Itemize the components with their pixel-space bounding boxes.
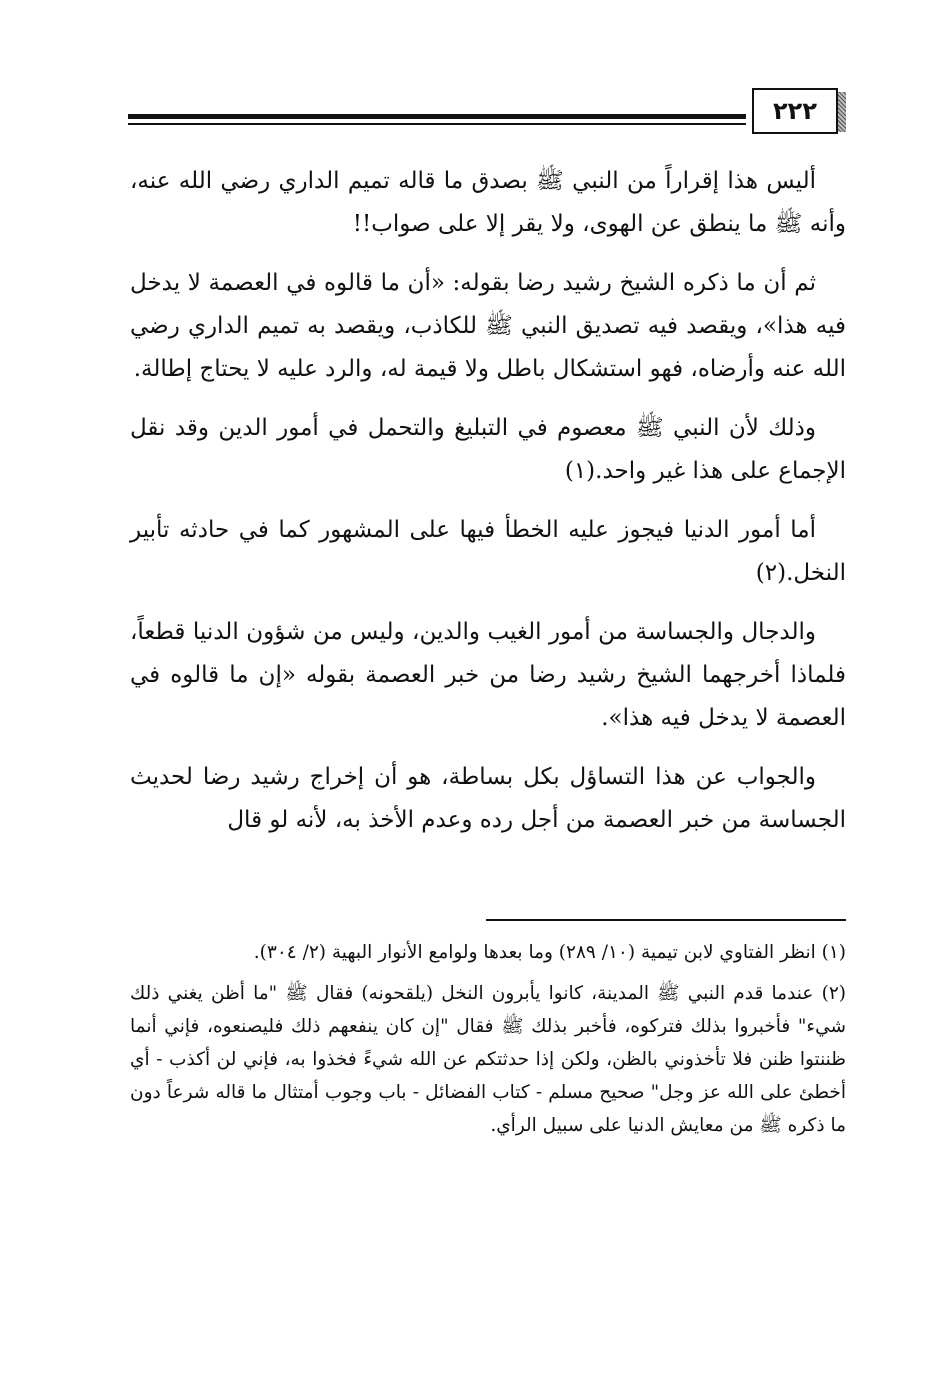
- paragraph: وذلك لأن النبي ﷺ معصوم في التبليغ والتحمل في أمور الدين وقد نقل الإجماع على هذا غير واحد.(١): [130, 415, 846, 484]
- footnote: (١) انظر الفتاوي لابن تيمية (١٠/ ٢٨٩) وما بعدها ولوامع الأنوار البهية (٢/ ٣٠٤).: [253, 942, 846, 963]
- page-number: ٢٢٢: [752, 88, 838, 134]
- header-rule-thin: [128, 123, 746, 125]
- footnotes: [130, 936, 846, 1150]
- paragraph: أليس هذا إقراراً من النبي ﷺ بصدق ما قاله تميم الداري رضي الله عنه، وأنه ﷺ ما ينطق عن الهوى، ولا يقر إلا على صواب!!: [130, 168, 846, 237]
- paragraph: والجواب عن هذا التساؤل بكل بساطة، هو أن إخراج رشيد رضا لحديث الجساسة من خبر العصمة من أجل رده وعدم الأخذ به، لأنه لو قال: [130, 764, 846, 833]
- page-header: [128, 88, 846, 132]
- paragraph: ثم أن ما ذكره الشيخ رشيد رضا بقوله: «أن ما قالوه في العصمة لا يدخل فيه هذا»، ويقصد فيه تصديق النبي ﷺ للكاذب، ويقصد به تميم الداري رضي الله عنه وأرضاه، فهو استشكال باطل ولا قيمة له، والرد عليه لا يحتاج إطالة.: [130, 270, 846, 382]
- paragraph: أما أمور الدنيا فيجوز عليه الخطأ فيها على المشهور كما في حادثه تأبير النخل.(٢): [130, 517, 846, 586]
- main-text: [130, 160, 846, 842]
- footnote-divider: [486, 919, 846, 921]
- footnote: (٢) عندما قدم النبي ﷺ المدينة، كانوا يأبرون النخل (يلقحونه) فقال ﷺ "ما أظن يغني ذلك شيء" فأخبروا بذلك فتركوه، فأخبر بذلك ﷺ فقال "إن كان ينفعهم ذلك فليصنعوه، فإني أنما ظننتوا ظنن فلا تأخذوني بالظن، ولكن إذا حدثتكم عن الله شيءً فخذوا به، فإني لن أكذب - أي أخطئ على الله عز وجل" صحيح مسلم - كتاب الفضائل - باب وجوب أمتثال ما قاله شرعاً دون ما ذكره ﷺ من معايش الدنيا على سبيل الرأي.: [130, 983, 846, 1136]
- paragraph: والدجال والجساسة من أمور الغيب والدين، وليس من شؤون الدنيا قطعاً، فلماذا أخرجهما الشيخ رشيد رضا من خبر العصمة بقوله «إن ما قالوه في العصمة لا يدخل فيه هذا».: [130, 619, 846, 731]
- header-rule-thick: [128, 114, 746, 119]
